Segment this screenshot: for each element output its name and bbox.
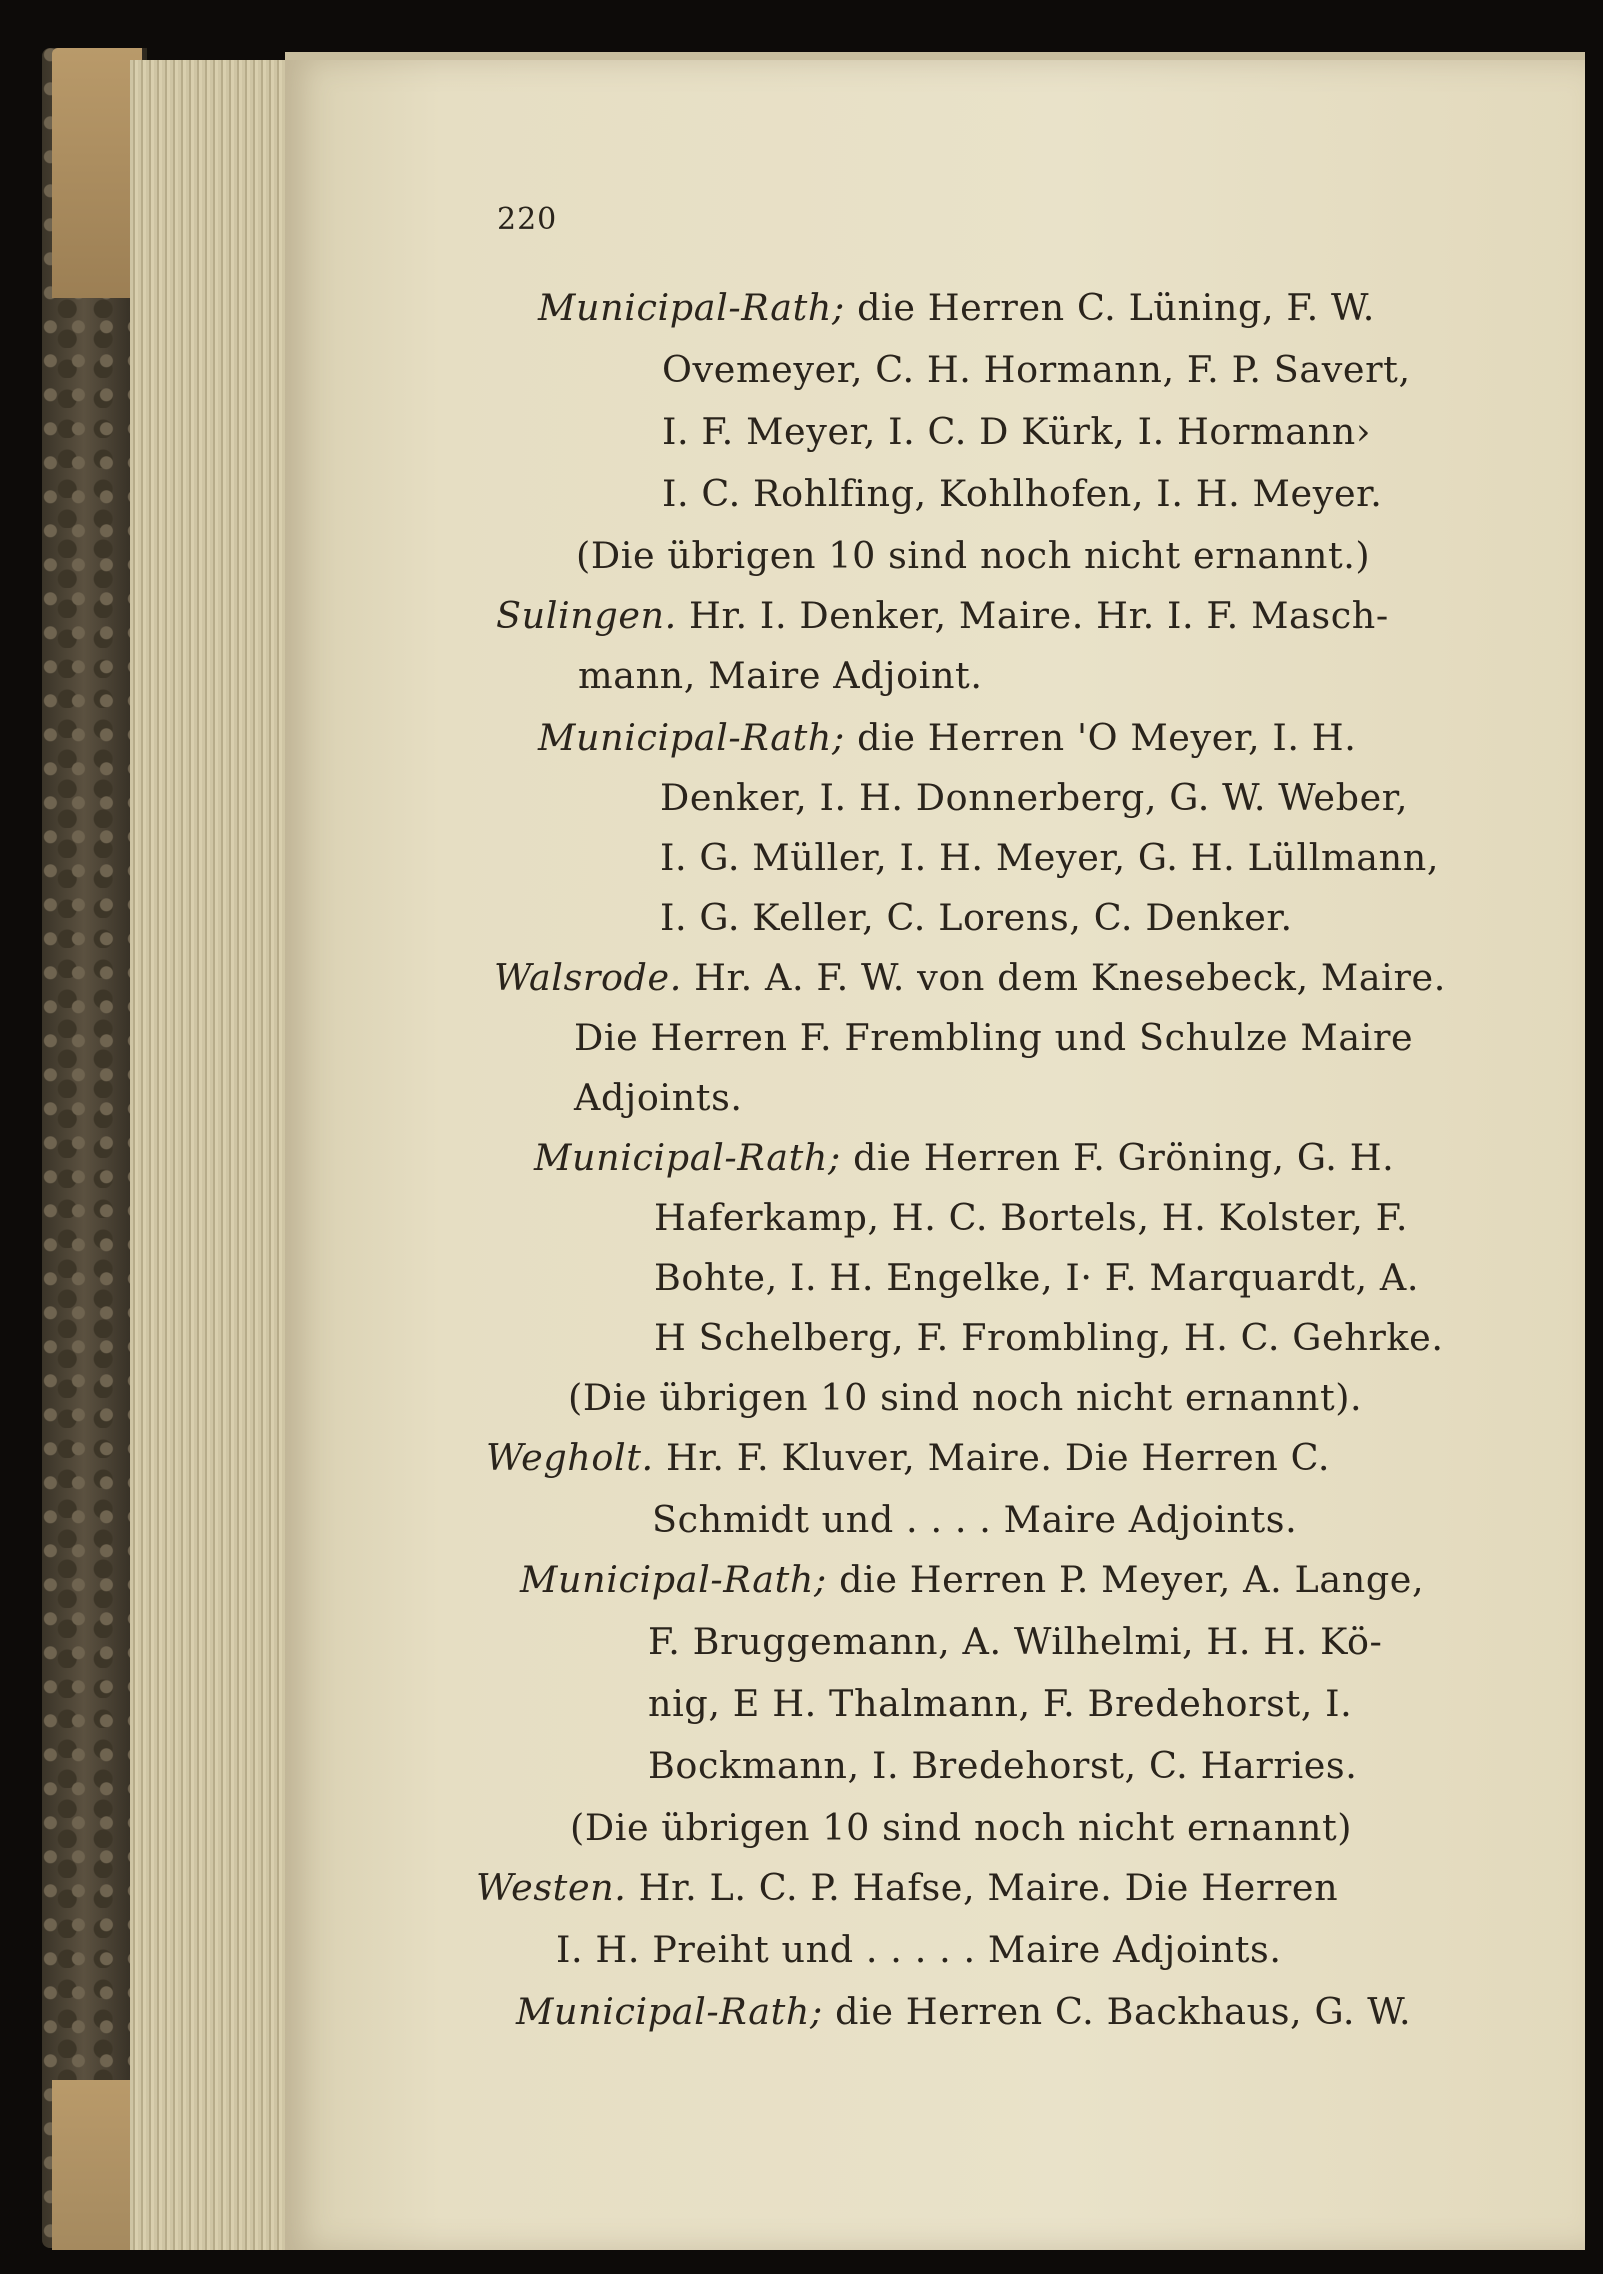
text-line: Walsrode. Hr. A. F. W. von dem Knesebeck, Maire. [494, 956, 1446, 999]
text-line: F. Bruggemann, A. Wilhelmi, H. H. Kö- [648, 1620, 1383, 1663]
text-line: I. G. Müller, I. H. Meyer, G. H. Lüllmann, [660, 836, 1440, 879]
place-name: Westen. [476, 1866, 627, 1909]
text-line: I. F. Meyer, I. C. D Kürk, I. Hormann› [662, 410, 1372, 453]
section-lead: Municipal-Rath; [534, 1136, 841, 1179]
section-lead: Municipal-Rath; [538, 286, 845, 329]
section-lead: Municipal-Rath; [520, 1558, 827, 1601]
text-line: I. C. Rohlfing, Kohlhofen, I. H. Meyer. [662, 472, 1383, 515]
text-line: Bockmann, I. Bredehorst, C. Harries. [648, 1744, 1358, 1787]
text-line: Westen. Hr. L. C. P. Hafse, Maire. Die Herren [476, 1866, 1339, 1909]
text-line: Wegholt. Hr. F. Kluver, Maire. Die Herren C. [486, 1436, 1331, 1479]
text-line: Municipal-Rath; die Herren C. Lüning, F. W. [538, 286, 1375, 329]
text-line: I. H. Preiht und . . . . . Maire Adjoints. [556, 1928, 1282, 1971]
text-line: Schmidt und . . . . Maire Adjoints. [652, 1498, 1298, 1541]
text-line: Municipal-Rath; die Herren C. Backhaus, G. W. [516, 1990, 1412, 2033]
text-line: H Schelberg, F. Frombling, H. C. Gehrke. [654, 1316, 1444, 1359]
text-line: Municipal-Rath; die Herren 'O Meyer, I. H. [538, 716, 1357, 759]
text-line: Municipal-Rath; die Herren F. Gröning, G. H. [534, 1136, 1395, 1179]
text-line: (Die übrigen 10 sind noch nicht ernannt.) [576, 534, 1371, 577]
text-line: Haferkamp, H. C. Bortels, H. Kolster, F. [654, 1196, 1409, 1239]
text-line: Sulingen. Hr. I. Denker, Maire. Hr. I. F. Masch- [496, 594, 1389, 637]
text-line: Denker, I. H. Donnerberg, G. W. Weber, [660, 776, 1409, 819]
section-lead: Municipal-Rath; [538, 716, 845, 759]
text-line: Municipal-Rath; die Herren P. Meyer, A. Lange, [520, 1558, 1425, 1601]
place-name: Wegholt. [486, 1436, 654, 1479]
text-line: Adjoints. [574, 1076, 743, 1119]
text-line: mann, Maire Adjoint. [578, 654, 983, 697]
text-line: Ovemeyer, C. H. Hormann, F. P. Savert, [662, 348, 1411, 391]
section-lead: Municipal-Rath; [516, 1990, 823, 2033]
page-number: 220 [497, 202, 558, 237]
text-line: (Die übrigen 10 sind noch nicht ernannt) [570, 1806, 1353, 1849]
place-name: Sulingen. [496, 594, 677, 637]
text-line: (Die übrigen 10 sind noch nicht ernannt). [568, 1376, 1363, 1419]
text-line: Bohte, I. H. Engelke, I· F. Marquardt, A. [654, 1256, 1420, 1299]
text-line: I. G. Keller, C. Lorens, C. Denker. [660, 896, 1293, 939]
place-name: Walsrode. [494, 956, 682, 999]
text-line: nig, E H. Thalmann, F. Bredehorst, I. [648, 1682, 1353, 1725]
text-line: Die Herren F. Frembling und Schulze Maire [574, 1016, 1414, 1059]
